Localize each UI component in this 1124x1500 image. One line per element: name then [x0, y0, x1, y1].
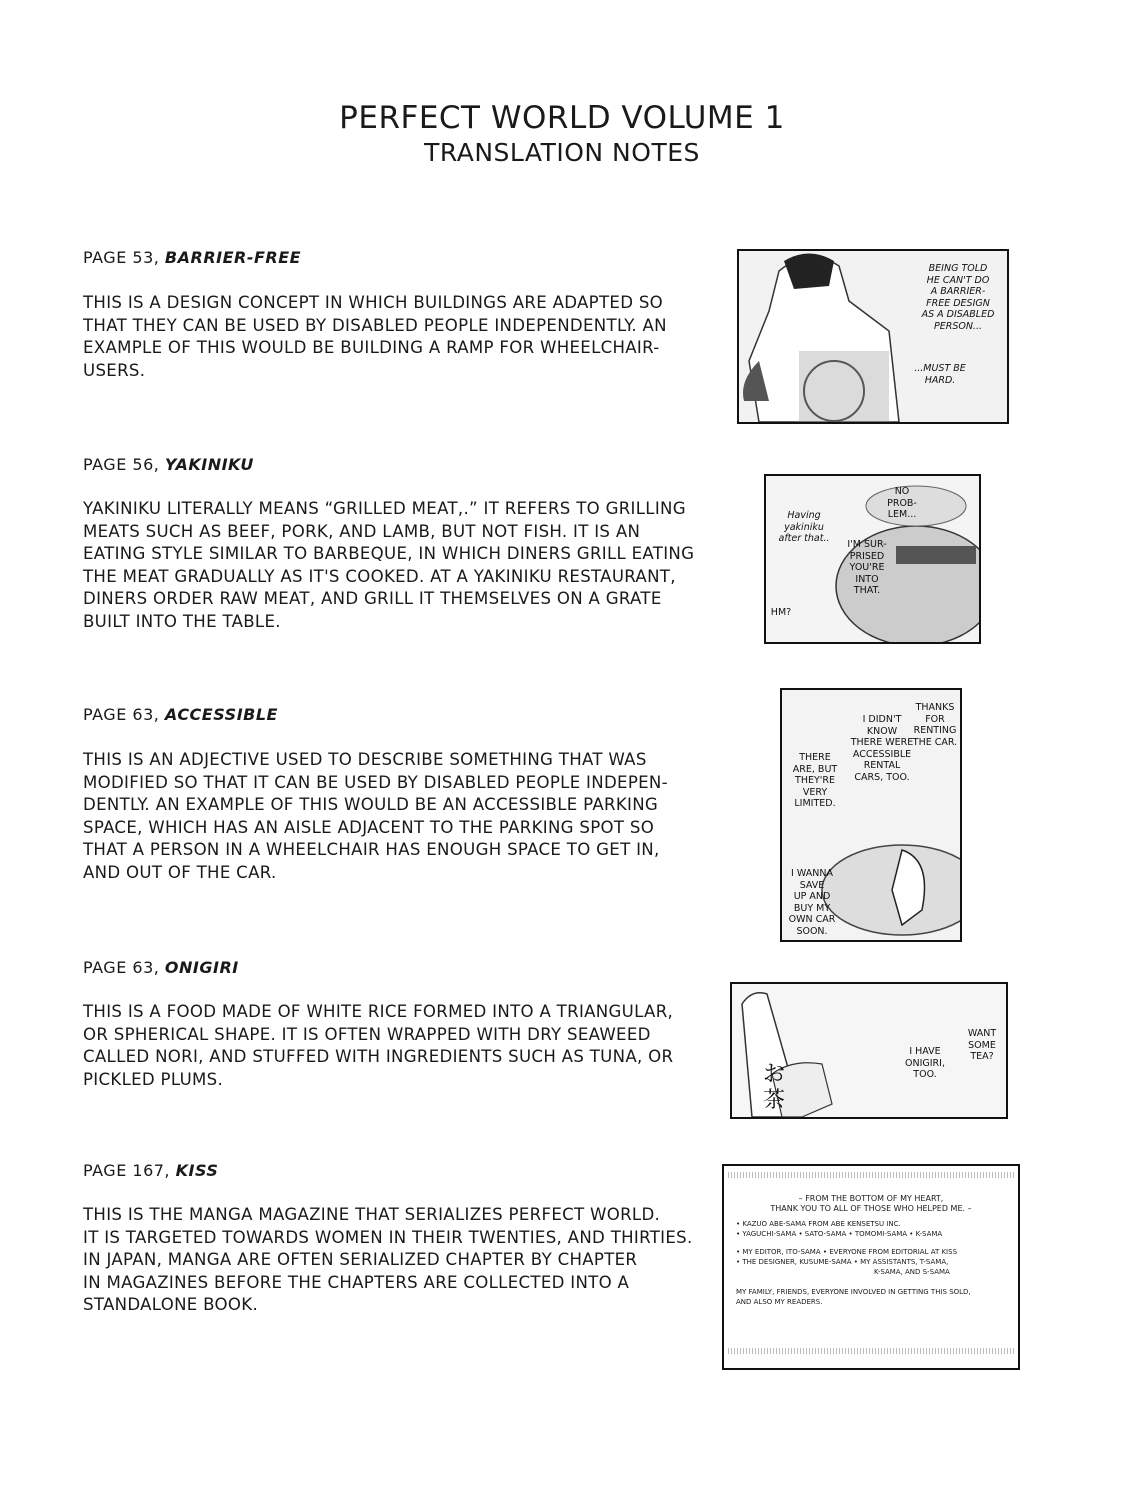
credits-line: AND ALSO MY READERS. — [736, 1298, 823, 1306]
note-line: STANDALONE BOOK. — [83, 1295, 259, 1315]
speech-text: NO PROB- LEM... — [887, 486, 917, 520]
note-term: ACCESSIBLE — [164, 705, 278, 724]
note-line: PICKLED PLUMS. — [83, 1069, 224, 1089]
note-page: PAGE 63, — [83, 958, 160, 977]
speech-text: THERE ARE, BUT THEY'RE VERY LIMITED. — [792, 752, 838, 809]
note-line: YAKINIKU LITERALLY MEANS “GRILLED MEAT,.” IT REFERS TO GRILLING — [83, 499, 686, 518]
note-line: IN MAGAZINES BEFORE THE CHAPTERS ARE COLLECTED INTO A — [83, 1272, 630, 1292]
speech-text: HM? — [770, 607, 792, 618]
note-term: ONIGIRI — [164, 958, 239, 977]
note-body-barrier-free — [83, 292, 667, 382]
note-line: THIS IS A FOOD MADE OF WHITE RICE FORMED INTO A TRIANGULAR, — [83, 1002, 674, 1021]
credits-line: • THE DESIGNER, KUSUME-SAMA • MY ASSISTANTS, T-SAMA, — [736, 1258, 949, 1266]
note-line: THAT THEY CAN BE USED BY DISABLED PEOPLE INDEPENDENTLY. AN — [83, 315, 667, 335]
note-line: THE MEAT GRADUALLY AS IT'S COOKED. AT A YAKINIKU RESTAURANT, — [83, 566, 676, 586]
note-page: PAGE 53, — [83, 248, 160, 267]
note-line: THIS IS AN ADJECTIVE USED TO DESCRIBE SOMETHING THAT WAS — [83, 750, 647, 769]
note-line: BUILT INTO THE TABLE. — [83, 611, 281, 631]
manga-panel-onigiri — [730, 982, 1008, 1119]
decorative-stripe — [728, 1172, 1014, 1178]
note-term: KISS — [175, 1161, 219, 1180]
note-line: CALLED NORI, AND STUFFED WITH INGREDIENTS SUCH AS TUNA, OR — [83, 1047, 674, 1067]
speech-text: BEING TOLD HE CAN'T DO A BARRIER- FREE DESIGN AS A DISABLED PERSON... — [921, 263, 995, 332]
note-page: PAGE 63, — [83, 705, 160, 724]
manga-panel-yakiniku — [764, 474, 981, 644]
note-line: DINERS ORDER RAW MEAT, AND GRILL IT THEMSELVES ON A GRATE — [83, 589, 662, 609]
page-title: PERFECT WORLD VOLUME 1 — [339, 100, 785, 136]
note-term: BARRIER-FREE — [164, 248, 302, 267]
credits-box — [722, 1164, 1020, 1370]
page-subtitle: TRANSLATION NOTES — [424, 138, 700, 167]
credits-line: • KAZUO ABE-SAMA FROM ABE KENSETSU INC. — [736, 1220, 901, 1228]
note-page: PAGE 56, — [83, 455, 160, 474]
note-line: THIS IS THE MANGA MAGAZINE THAT SERIALIZES PERFECT WORLD. — [83, 1205, 661, 1224]
speech-text: WANT SOME TEA? — [967, 1028, 997, 1062]
speech-text: I DIDN'T KNOW THERE WERE ACCESSIBLE RENTAL CARS, TOO. — [850, 714, 914, 783]
speech-text: I WANNA SAVE UP AND BUY MY OWN CAR SOON. — [788, 868, 836, 937]
speech-text: ...MUST BE HARD. — [914, 363, 966, 386]
note-page: PAGE 167, — [83, 1161, 171, 1180]
note-body-accessible — [83, 749, 668, 885]
note-line: EATING STYLE SIMILAR TO BARBEQUE, IN WHICH DINERS GRILL EATING — [83, 544, 695, 564]
note-line: THIS IS A DESIGN CONCEPT IN WHICH BUILDINGS ARE ADAPTED SO — [83, 293, 664, 312]
note-line: OR SPHERICAL SHAPE. IT IS OFTEN WRAPPED WITH DRY SEAWEED — [83, 1024, 651, 1044]
note-line: IT IS TARGETED TOWARDS WOMEN IN THEIR TWENTIES, AND THIRTIES. — [83, 1227, 693, 1247]
note-line: USERS. — [83, 360, 146, 380]
note-line: AND OUT OF THE CAR. — [83, 862, 277, 882]
note-line: DENTLY. AN EXAMPLE OF THIS WOULD BE AN ACCESSIBLE PARKING — [83, 795, 659, 815]
credits-line: • YAGUCHI-SAMA • SATO-SAMA • TOMOMI-SAMA • K-SAMA — [736, 1230, 943, 1238]
speech-text: I'M SUR- PRISED YOU'RE INTO THAT. — [847, 539, 887, 596]
credits-line: K-SAMA, AND S-SAMA — [874, 1268, 950, 1276]
credits-line: • MY EDITOR, ITO-SAMA • EVERYONE FROM EDITORIAL AT KISS — [736, 1248, 958, 1256]
note-heading-barrier-free — [83, 248, 301, 267]
credits-lead: – FROM THE BOTTOM OF MY HEART, THANK YOU TO ALL OF THOSE WHO HELPED ME. – — [770, 1194, 972, 1213]
manga-panel-accessible — [780, 688, 962, 942]
note-heading-yakiniku — [83, 455, 254, 474]
note-body-kiss — [83, 1204, 693, 1317]
note-line: SPACE, WHICH HAS AN AISLE ADJACENT TO THE PARKING SPOT SO — [83, 817, 655, 837]
note-line: IN JAPAN, MANGA ARE OFTEN SERIALIZED CHAPTER BY CHAPTER — [83, 1250, 638, 1270]
note-line: MEATS SUCH AS BEEF, PORK, AND LAMB, BUT NOT FISH. IT IS AN — [83, 521, 641, 541]
credits-line: MY FAMILY, FRIENDS, EVERYONE INVOLVED IN GETTING THIS SOLD, — [736, 1288, 971, 1296]
note-heading-accessible — [83, 705, 278, 724]
note-line: EXAMPLE OF THIS WOULD BE BUILDING A RAMP FOR WHEELCHAIR- — [83, 338, 660, 358]
bottle-label-text: お茶 — [762, 1062, 785, 1113]
manga-panel-barrier-free — [737, 249, 1009, 424]
note-line: THAT A PERSON IN A WHEELCHAIR HAS ENOUGH SPACE TO GET IN, — [83, 840, 660, 860]
speech-text: THANKS FOR RENTING THE CAR. — [912, 702, 958, 748]
speech-text: I HAVE ONIGIRI, TOO. — [905, 1046, 945, 1080]
note-heading-kiss — [83, 1161, 218, 1180]
note-term: YAKINIKU — [164, 455, 254, 474]
decorative-stripe — [728, 1348, 1014, 1354]
note-body-onigiri — [83, 1001, 673, 1091]
note-heading-onigiri — [83, 958, 239, 977]
note-body-yakiniku — [83, 498, 694, 634]
note-line: MODIFIED SO THAT IT CAN BE USED BY DISABLED PEOPLE INDEPEN- — [83, 772, 668, 792]
speech-text: Having yakiniku after that.. — [778, 510, 830, 544]
